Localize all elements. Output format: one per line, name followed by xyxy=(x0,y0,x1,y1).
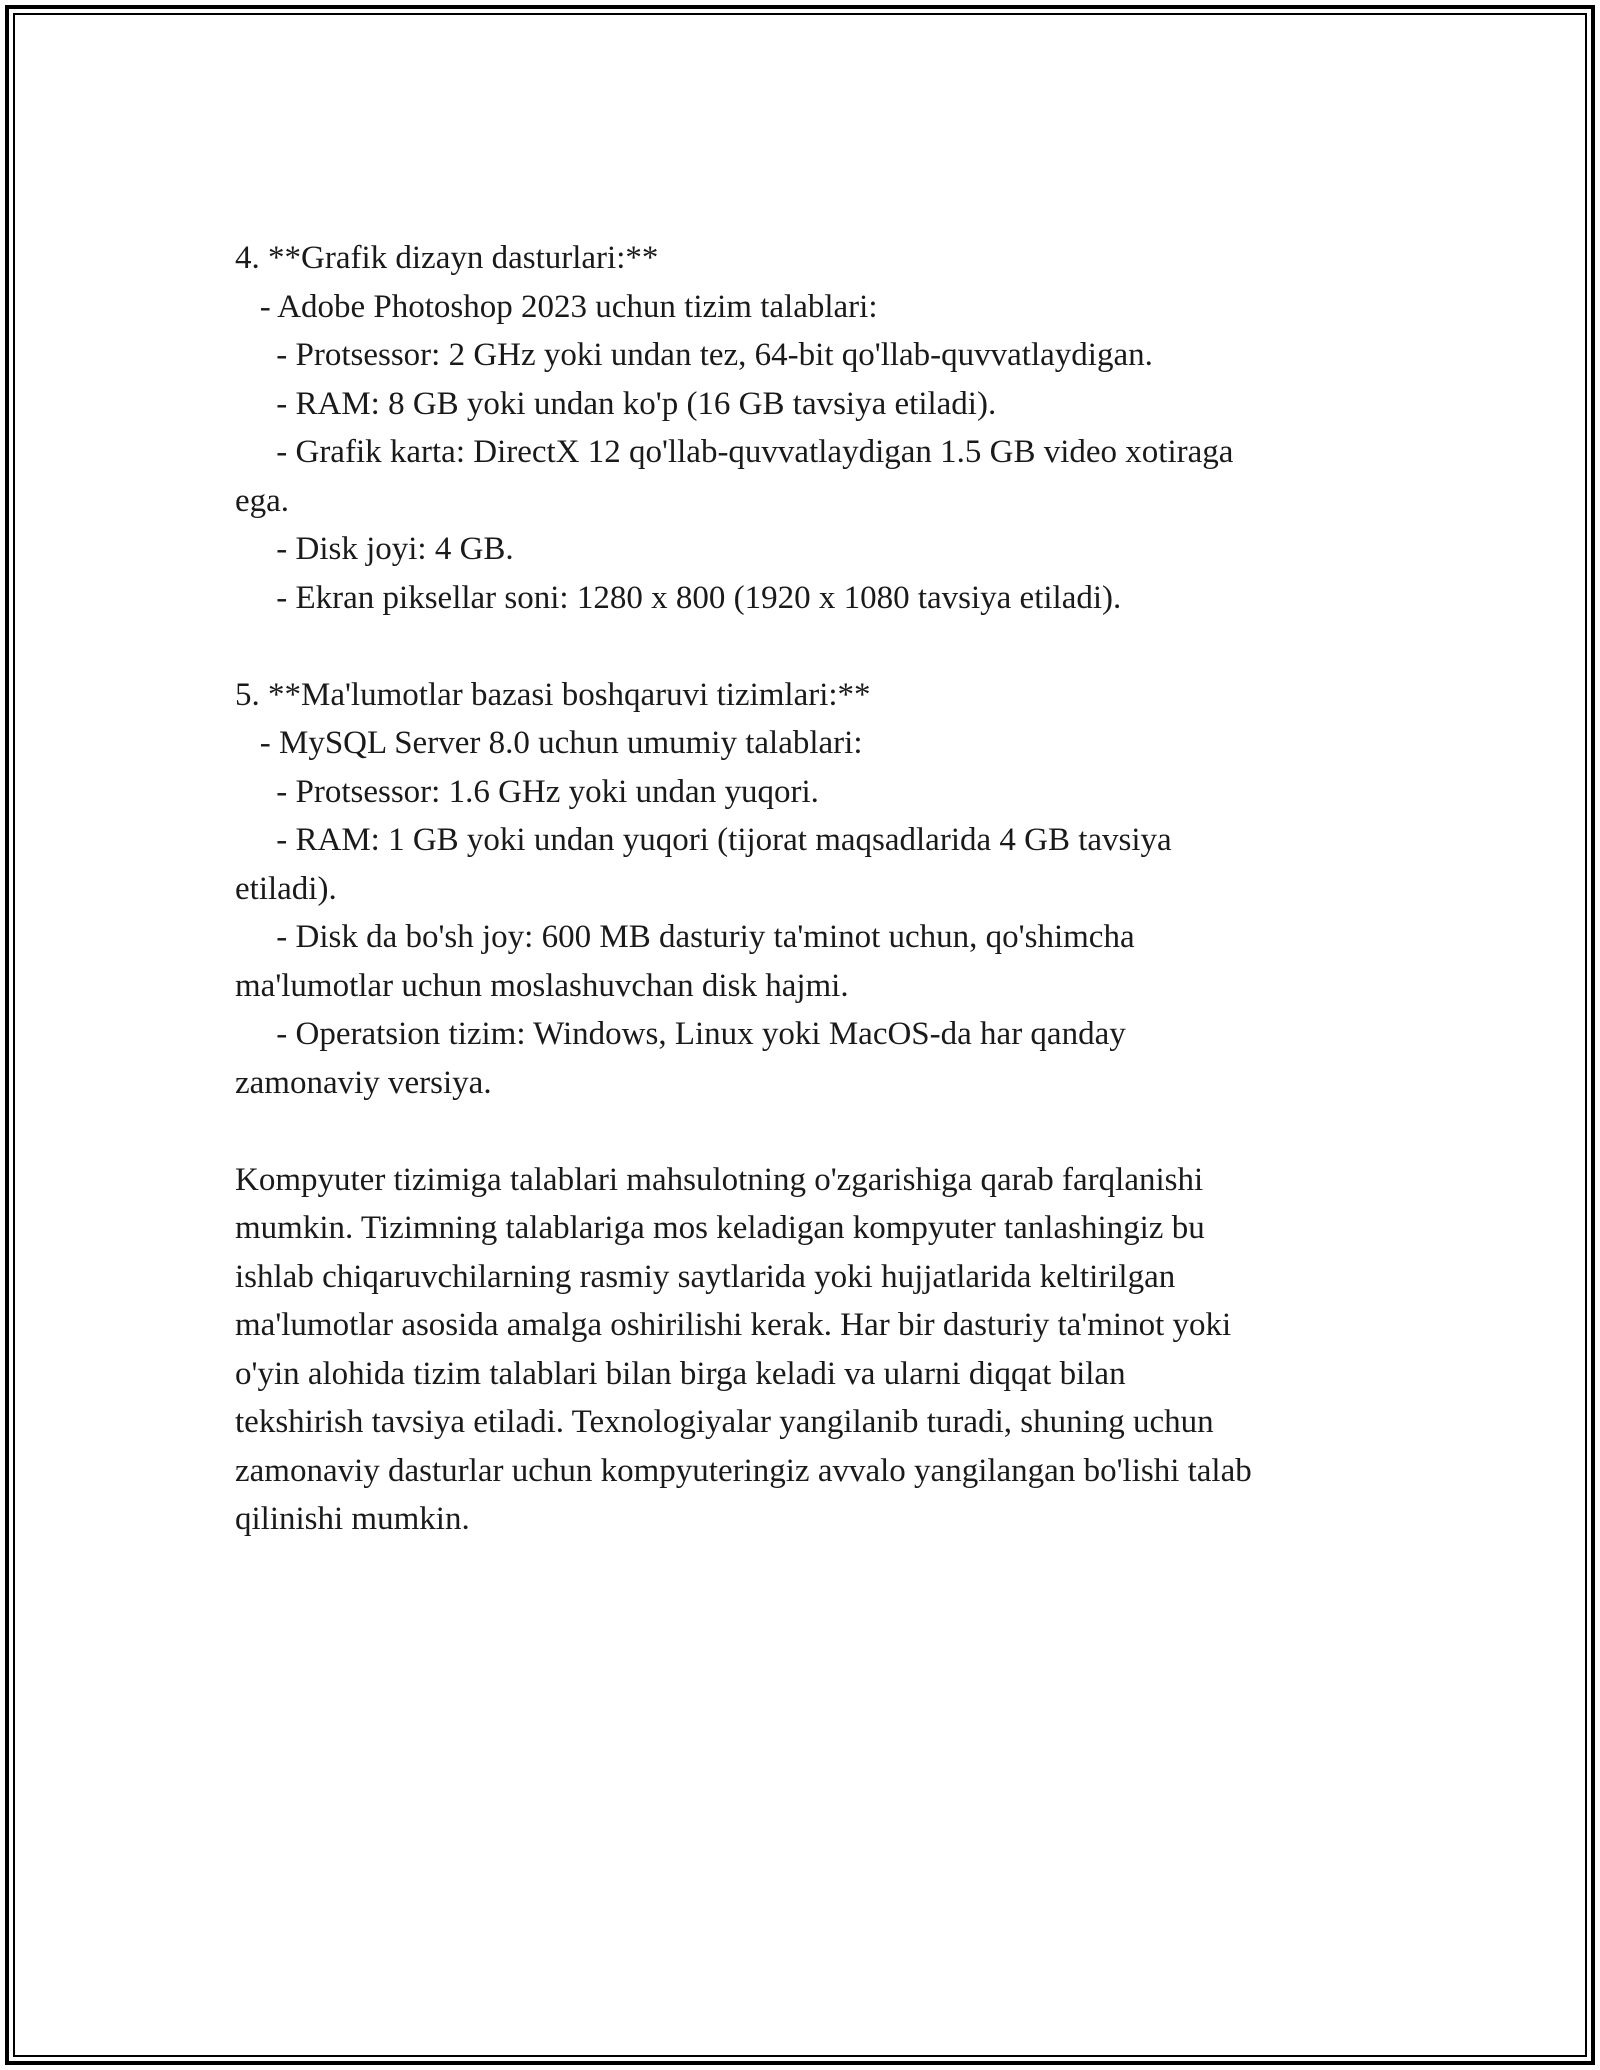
paragraph-line: ishlab chiqaruvchilarning rasmiy saytlarida yoki hujjatlarida keltirilgan xyxy=(235,1258,1176,1295)
requirement-line: - Operatsion tizim: Windows, Linux yoki MacOS-da har qanday xyxy=(235,1016,1126,1052)
requirement-line: - Disk da bo'sh joy: 600 MB dasturiy ta'minot uchun, qo'shimcha xyxy=(235,919,1135,955)
requirement-line: ega. xyxy=(235,482,290,519)
document-body xyxy=(235,234,1385,1544)
section-graphic-design xyxy=(235,234,1385,622)
requirement-line: - RAM: 8 GB yoki undan ko'p (16 GB tavsiya etiladi). xyxy=(235,385,997,422)
paragraph-line: mumkin. Tizimning talablariga mos keladigan kompyuter tanlashingiz bu xyxy=(235,1210,1205,1246)
requirement-line: - Ekran piksellar soni: 1280 x 800 (1920 x 1080 tavsiya etiladi). xyxy=(235,579,1122,616)
paragraph-gap xyxy=(235,1107,1385,1156)
requirement-line: - Disk joyi: 4 GB. xyxy=(235,531,514,567)
paragraph-line: tekshirish tavsiya etiladi. Texnologiyalar yangilanib turadi, shuning uchun xyxy=(235,1404,1214,1440)
paragraph-gap xyxy=(235,622,1385,671)
section-database-systems xyxy=(235,671,1385,1108)
requirement-line: etiladi). xyxy=(235,870,337,907)
subsection-heading: - MySQL Server 8.0 uchun umumiy talablari: xyxy=(235,725,863,761)
requirement-line: ma'lumotlar uchun moslashuvchan disk hajmi. xyxy=(235,967,849,1004)
requirement-line: - RAM: 1 GB yoki undan yuqori (tijorat maqsadlarida 4 GB tavsiya xyxy=(235,822,1172,858)
paragraph-line: zamonaviy dasturlar uchun kompyuteringiz avvalo yangilangan bo'lishi talab xyxy=(235,1452,1252,1489)
subsection-heading: - Adobe Photoshop 2023 uchun tizim talablari: xyxy=(235,288,878,325)
conclusion-paragraph xyxy=(235,1156,1385,1544)
section-heading: 5. **Ma'lumotlar bazasi boshqaruvi tizimlari:** xyxy=(235,676,871,713)
requirement-line: zamonaviy versiya. xyxy=(235,1064,492,1101)
paragraph-line: ma'lumotlar asosida amalga oshirilishi kerak. Har bir dasturiy ta'minot yoki xyxy=(235,1307,1232,1343)
paragraph-line: o'yin alohida tizim talablari bilan birga keladi va ularni diqqat bilan xyxy=(235,1355,1126,1392)
requirement-line: - Grafik karta: DirectX 12 qo'llab-quvvatlaydigan 1.5 GB video xotiraga xyxy=(235,434,1234,470)
section-heading: 4. **Grafik dizayn dasturlari:** xyxy=(235,240,659,276)
paragraph-line: qilinishi mumkin. xyxy=(235,1501,470,1537)
requirement-line: - Protsessor: 2 GHz yoki undan tez, 64-bit qo'llab-quvvatlaydigan. xyxy=(235,337,1153,373)
paragraph-line: Kompyuter tizimiga talablari mahsulotning o'zgarishiga qarab farqlanishi xyxy=(235,1161,1204,1198)
requirement-line: - Protsessor: 1.6 GHz yoki undan yuqori. xyxy=(235,773,819,810)
